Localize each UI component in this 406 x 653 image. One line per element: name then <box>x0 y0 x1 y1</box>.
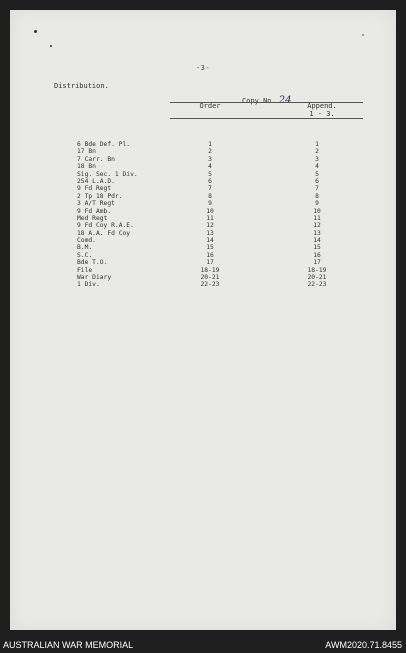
distribution-label: Distribution. <box>54 82 109 90</box>
row-order: 14 <box>206 237 214 245</box>
row-order: 22-23 <box>200 281 220 289</box>
row-unit: Sig. Sec. 1 Div. <box>77 170 138 178</box>
table-row <box>10 244 396 251</box>
row-unit: 18 A.A. Fd Coy <box>77 229 131 237</box>
row-append: 4 <box>315 163 319 171</box>
footer-institution: AUSTRALIAN WAR MEMORIAL <box>3 640 134 650</box>
table-row <box>10 178 396 185</box>
table-row <box>10 156 396 163</box>
row-unit: 9 Fd Amb. <box>77 207 112 215</box>
copy-number: 24 <box>278 95 292 106</box>
row-order: 6 <box>208 177 212 185</box>
ink-mark <box>50 45 52 47</box>
row-unit: 1 Div. <box>77 281 100 289</box>
row-append: 18-19 <box>307 266 327 274</box>
header-rule-bottom <box>170 118 363 119</box>
ink-mark <box>34 30 37 33</box>
row-append: 5 <box>315 170 319 178</box>
table-row <box>10 193 396 200</box>
row-order: 12 <box>206 222 214 230</box>
row-order: 15 <box>206 244 214 252</box>
table-row <box>10 252 396 259</box>
row-unit: 18 Bn <box>77 163 96 171</box>
table-row <box>10 237 396 244</box>
table-row <box>10 215 396 222</box>
table-row <box>10 185 396 192</box>
table-row <box>10 281 396 288</box>
row-order: 20-21 <box>200 274 220 282</box>
append-header-line1: Append. <box>307 102 337 110</box>
row-order: 2 <box>208 148 212 156</box>
table-row <box>10 148 396 155</box>
ink-mark <box>362 34 364 36</box>
row-unit: S.C. <box>77 251 93 259</box>
row-append: 2 <box>315 148 319 156</box>
row-unit: 3 A/T Regt <box>77 200 115 208</box>
row-append: 13 <box>313 229 321 237</box>
row-order: 4 <box>208 163 212 171</box>
row-unit: B.M. <box>77 244 93 252</box>
row-order: 16 <box>206 251 214 259</box>
row-append: 17 <box>313 259 321 267</box>
row-order: 3 <box>208 155 212 163</box>
table-row <box>10 171 396 178</box>
row-append: 11 <box>313 214 321 222</box>
row-unit: War Diary <box>77 274 112 282</box>
row-unit: 17 Bn <box>77 148 96 156</box>
row-order: 7 <box>208 185 212 193</box>
row-append: 3 <box>315 155 319 163</box>
row-append: 12 <box>313 222 321 230</box>
row-order: 8 <box>208 192 212 200</box>
row-unit: 9 Fd Regt <box>77 185 112 193</box>
table-row <box>10 230 396 237</box>
table-row <box>10 208 396 215</box>
row-order: 13 <box>206 229 214 237</box>
row-unit: Med Regt <box>77 214 108 222</box>
row-append: 10 <box>313 207 321 215</box>
table-row <box>10 200 396 207</box>
page-number: -3- <box>195 64 211 72</box>
append-column-header <box>287 102 357 118</box>
table-row <box>10 222 396 229</box>
row-append: 15 <box>313 244 321 252</box>
row-append: 6 <box>315 177 319 185</box>
row-append: 22-23 <box>307 281 327 289</box>
row-append: 14 <box>313 237 321 245</box>
row-order: 1 <box>208 141 212 148</box>
row-order: 9 <box>208 200 212 208</box>
row-append: 20-21 <box>307 274 327 282</box>
distribution-table <box>10 141 396 289</box>
copy-label: Copy No. <box>242 97 276 105</box>
table-row <box>10 163 396 170</box>
append-header-line2: 1 - 3. <box>309 110 335 118</box>
row-unit: 6 Bde Def. Pl. <box>77 141 131 148</box>
table-row <box>10 267 396 274</box>
table-row <box>10 141 396 148</box>
row-append: 7 <box>315 185 319 193</box>
row-unit: Comd. <box>77 237 96 245</box>
row-append: 8 <box>315 192 319 200</box>
table-row <box>10 259 396 266</box>
row-append: 16 <box>313 251 321 259</box>
order-column-header: Order <box>199 102 221 110</box>
row-unit: File <box>77 266 93 274</box>
row-order: 5 <box>208 170 212 178</box>
row-unit: 254 L.A.D. <box>77 177 115 185</box>
row-order: 11 <box>206 214 214 222</box>
row-append: 1 <box>315 141 319 148</box>
row-append: 9 <box>315 200 319 208</box>
row-order: 10 <box>206 207 214 215</box>
footer-accession-number: AWM2020.71.8455 <box>325 640 402 650</box>
row-order: 18-19 <box>200 266 220 274</box>
row-unit: 9 Fd Coy R.A.E. <box>77 222 134 230</box>
row-unit: Bde T.O. <box>77 259 108 267</box>
row-unit: 2 Tp 18 Pdr. <box>77 192 123 200</box>
footer-bar <box>0 638 406 653</box>
document-page <box>10 10 396 630</box>
row-unit: 7 Carr. Bn <box>77 155 115 163</box>
table-row <box>10 274 396 281</box>
row-order: 17 <box>206 259 214 267</box>
